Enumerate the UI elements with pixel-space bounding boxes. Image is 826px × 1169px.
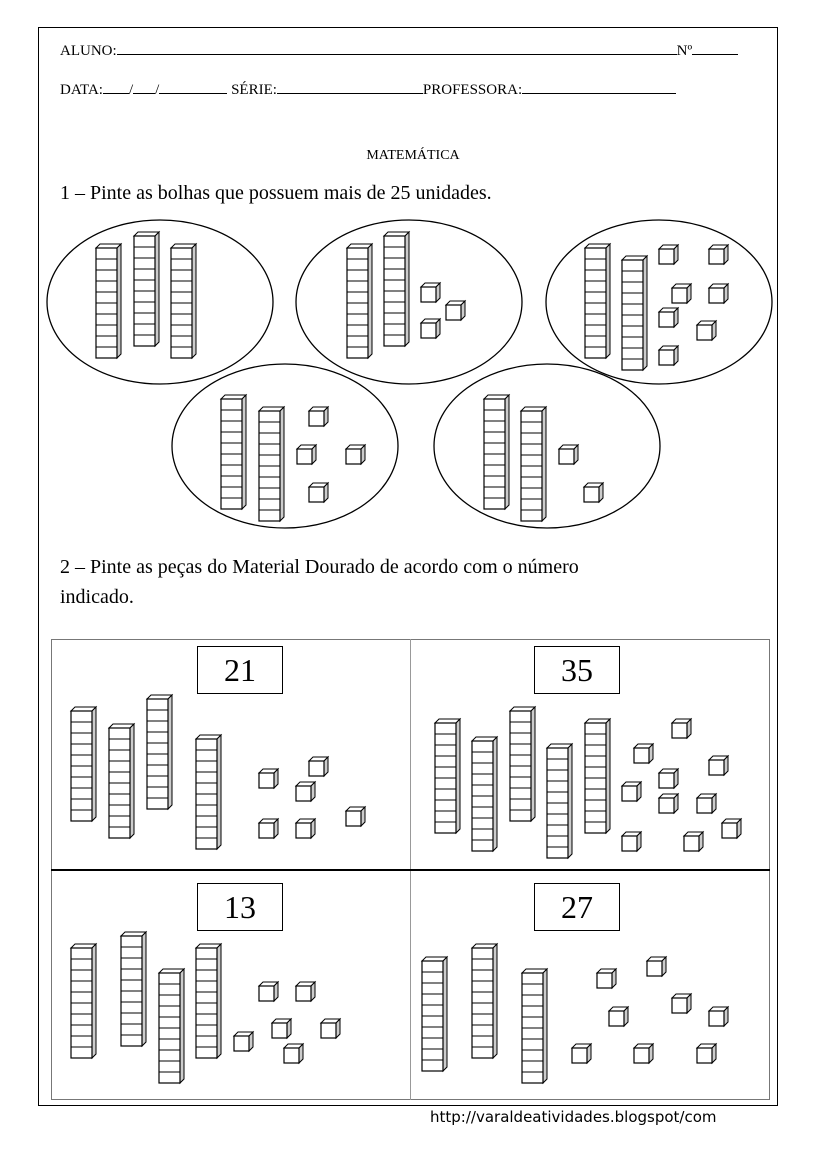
unit-cube: [259, 769, 278, 788]
unit-cube: [672, 994, 691, 1013]
number-box: [197, 883, 283, 931]
unit-cube: [659, 794, 678, 813]
unit-cube: [709, 245, 728, 264]
unit-cube: [584, 483, 603, 502]
unit-cube: [297, 445, 316, 464]
ten-bar: [121, 932, 146, 1046]
ten-bar: [522, 969, 547, 1083]
ten-bar: [472, 944, 497, 1058]
ten-bar: [510, 707, 535, 821]
unit-cube: [346, 807, 365, 826]
ten-bar: [484, 395, 509, 509]
ten-bar: [547, 744, 572, 858]
unit-cube: [684, 832, 703, 851]
ten-bar: [71, 707, 96, 821]
unit-cube: [609, 1007, 628, 1026]
unit-cube: [659, 245, 678, 264]
bubble: [434, 364, 660, 528]
number-box: [534, 883, 620, 931]
unit-cube: [659, 346, 678, 365]
question-1-text: 1 – Pinte as bolhas que possuem mais de 25 unidades.: [60, 182, 492, 204]
unit-cube: [709, 1007, 728, 1026]
unit-cube: [647, 957, 666, 976]
ten-bar: [109, 724, 134, 838]
ten-bar: [259, 407, 284, 521]
unit-cube: [697, 321, 716, 340]
unit-cube: [346, 445, 365, 464]
ten-bar: [71, 944, 96, 1058]
unit-cube: [309, 483, 328, 502]
unit-cube: [296, 819, 315, 838]
ten-bar: [347, 244, 372, 358]
data-label: DATA:: [60, 82, 103, 98]
unit-cube: [697, 794, 716, 813]
unit-cube: [672, 719, 691, 738]
ten-bar: [384, 232, 409, 346]
target-number: 13: [224, 889, 256, 925]
number-box: [197, 646, 283, 694]
unit-cube: [284, 1044, 303, 1063]
ten-bar: [585, 719, 610, 833]
ten-bar: [622, 256, 647, 370]
target-number: 35: [561, 652, 593, 688]
unit-cube: [296, 782, 315, 801]
unit-cube: [309, 757, 328, 776]
unit-cube: [634, 744, 653, 763]
target-number: 27: [561, 889, 593, 925]
unit-cube: [709, 284, 728, 303]
ten-bar: [147, 695, 172, 809]
unit-cube: [622, 832, 641, 851]
unit-cube: [309, 407, 328, 426]
unit-cube: [722, 819, 741, 838]
unit-cube: [622, 782, 641, 801]
ten-bar: [134, 232, 159, 346]
ten-bar: [422, 957, 447, 1071]
unit-cube: [634, 1044, 653, 1063]
ten-bar: [159, 969, 184, 1083]
ten-bar: [585, 244, 610, 358]
unit-cube: [272, 1019, 291, 1038]
serie-label: SÉRIE:: [231, 82, 277, 98]
unit-cube: [597, 969, 616, 988]
ten-bar: [221, 395, 246, 509]
ten-bar: [96, 244, 121, 358]
number-box: [534, 646, 620, 694]
ten-bar: [171, 244, 196, 358]
unit-cube: [572, 1044, 591, 1063]
unit-cube: [709, 756, 728, 775]
unit-cube: [559, 445, 578, 464]
footer-url: http://varaldeatividades.blogspot/com: [430, 1108, 717, 1126]
ten-bar: [196, 735, 221, 849]
ten-bar: [521, 407, 546, 521]
subject-title: MATEMÁTICA: [366, 148, 460, 163]
unit-cube: [672, 284, 691, 303]
unit-cube: [421, 319, 440, 338]
unit-cube: [234, 1032, 253, 1051]
unit-cube: [259, 819, 278, 838]
unit-cube: [421, 283, 440, 302]
bubble: [47, 220, 273, 384]
unit-cube: [296, 982, 315, 1001]
unit-cube: [321, 1019, 340, 1038]
target-number: 21: [224, 652, 256, 688]
unit-cube: [697, 1044, 716, 1063]
ten-bar: [435, 719, 460, 833]
unit-cube: [659, 308, 678, 327]
unit-cube: [446, 301, 465, 320]
ten-bar: [472, 737, 497, 851]
question-2-text-line2: indicado.: [60, 586, 134, 608]
professora-label: PROFESSORA:: [422, 82, 523, 98]
unit-cube: [659, 769, 678, 788]
ten-bar: [196, 944, 221, 1058]
date-separator: /: [128, 82, 134, 98]
date-separator: /: [155, 82, 160, 98]
numero-label: Nº: [676, 43, 693, 59]
question-2-text-line1: 2 – Pinte as peças do Material Dourado de acordo com o número: [60, 556, 579, 578]
unit-cube: [259, 982, 278, 1001]
aluno-label: ALUNO:: [60, 43, 117, 59]
